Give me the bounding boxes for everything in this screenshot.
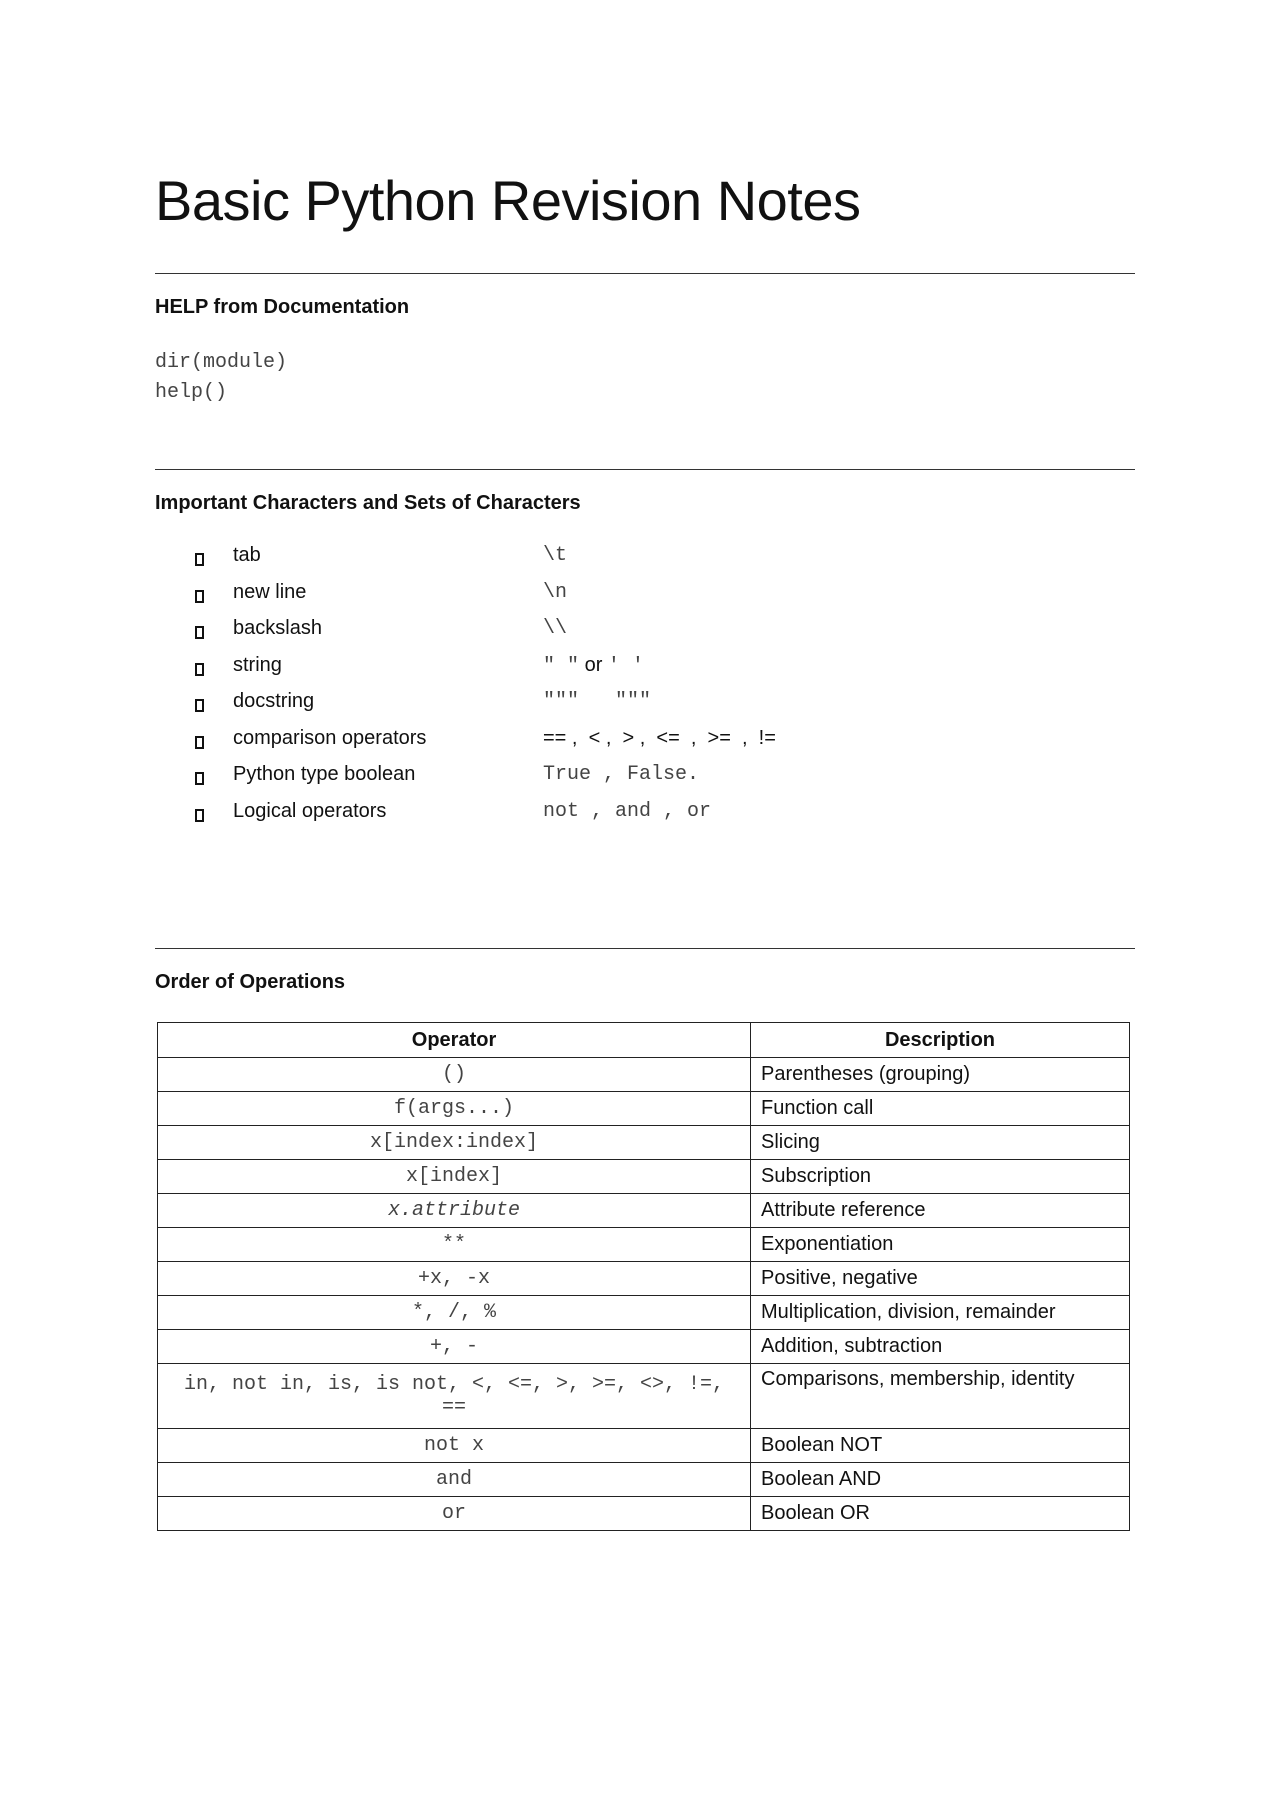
operator-cell: and [158, 1463, 751, 1497]
item-name: comparison operators [233, 726, 427, 749]
description-cell: Boolean OR [751, 1497, 1130, 1531]
divider [155, 273, 1135, 274]
table-row [158, 1126, 1130, 1160]
description-cell: Multiplication, division, remainder [751, 1296, 1130, 1330]
item-value: == , < , > , <= , >= , != [543, 726, 776, 749]
item-name: backslash [233, 617, 322, 639]
operator-cell: in, not in, is, is not, <, <=, >, >=, <>, !=, == [158, 1364, 751, 1429]
operator-cell: x.attribute [158, 1194, 751, 1228]
table-row [158, 1228, 1130, 1262]
list-item [195, 761, 1095, 798]
description-cell: Comparisons, membership, identity [751, 1364, 1130, 1429]
item-name: docstring [233, 690, 315, 712]
item-value: \n [543, 580, 568, 604]
item-name: tab [233, 544, 261, 566]
list-item [195, 725, 1095, 762]
table-row [158, 1092, 1130, 1126]
table-row [158, 1296, 1130, 1330]
code-line-help: help() [155, 381, 228, 404]
item-value: True , False. [543, 763, 700, 786]
checkbox-bullet-icon [195, 590, 204, 603]
table-header-row [158, 1023, 1130, 1058]
help-heading: HELP from Documentation [155, 296, 410, 318]
single-quote-string: ' ' [607, 654, 644, 678]
checkbox-bullet-icon [195, 736, 204, 749]
operator-cell: x[index] [158, 1160, 751, 1194]
operations-table [157, 1022, 1130, 1531]
checkbox-bullet-icon [195, 809, 204, 822]
description-cell: Addition, subtraction [751, 1330, 1130, 1364]
code-line-dir: dir(module) [155, 351, 288, 374]
table-row [158, 1330, 1130, 1364]
list-item [195, 798, 1095, 835]
operator-cell: +, - [158, 1330, 751, 1364]
operator-cell: x[index:index] [158, 1126, 751, 1160]
item-value [543, 654, 644, 678]
operator-cell: ** [158, 1228, 751, 1262]
description-cell: Boolean AND [751, 1463, 1130, 1497]
description-cell: Subscription [751, 1160, 1130, 1194]
page-title: Basic Python Revision Notes [155, 169, 861, 232]
checkbox-bullet-icon [195, 663, 204, 676]
item-name: Logical operators [233, 799, 387, 822]
list-item [195, 615, 1095, 652]
item-name: string [233, 653, 282, 676]
checkbox-bullet-icon [195, 772, 204, 785]
column-header-operator: Operator [158, 1023, 751, 1058]
checkbox-bullet-icon [195, 553, 204, 566]
description-cell: Attribute reference [751, 1194, 1130, 1228]
table-row [158, 1463, 1130, 1497]
operator-cell: not x [158, 1429, 751, 1463]
description-cell: Exponentiation [751, 1228, 1130, 1262]
double-quote-string: " " [543, 654, 580, 678]
operator-cell: +x, -x [158, 1262, 751, 1296]
table-row [158, 1160, 1130, 1194]
chars-heading: Important Characters and Sets of Characters [155, 492, 581, 514]
item-value: """ """ [543, 690, 652, 713]
description-cell: Function call [751, 1092, 1130, 1126]
table-row [158, 1497, 1130, 1531]
checkbox-bullet-icon [195, 699, 204, 712]
operator-cell: *, /, % [158, 1296, 751, 1330]
description-cell: Boolean NOT [751, 1429, 1130, 1463]
list-item [195, 652, 1095, 689]
table-row [158, 1429, 1130, 1463]
operator-cell: f(args...) [158, 1092, 751, 1126]
divider [155, 469, 1135, 470]
operator-cell: or [158, 1497, 751, 1531]
description-cell: Slicing [751, 1126, 1130, 1160]
operator-cell: () [158, 1058, 751, 1092]
help-code-block [155, 348, 287, 408]
list-item [195, 542, 1095, 579]
table-row [158, 1262, 1130, 1296]
description-cell: Parentheses (grouping) [751, 1058, 1130, 1092]
item-value: \\ [543, 617, 568, 640]
table-row [158, 1364, 1130, 1429]
characters-list [195, 542, 1095, 834]
table-row [158, 1194, 1130, 1228]
item-name: new line [233, 580, 307, 603]
checkbox-bullet-icon [195, 626, 204, 639]
list-item [195, 579, 1095, 616]
order-heading: Order of Operations [155, 971, 346, 993]
item-name: Python type boolean [233, 763, 416, 785]
description-cell: Positive, negative [751, 1262, 1130, 1296]
item-value: \t [543, 544, 568, 567]
column-header-description: Description [751, 1023, 1130, 1058]
or-word: or [579, 653, 608, 676]
item-value: not , and , or [543, 799, 712, 823]
table-row [158, 1058, 1130, 1092]
divider [155, 948, 1135, 949]
list-item [195, 688, 1095, 725]
